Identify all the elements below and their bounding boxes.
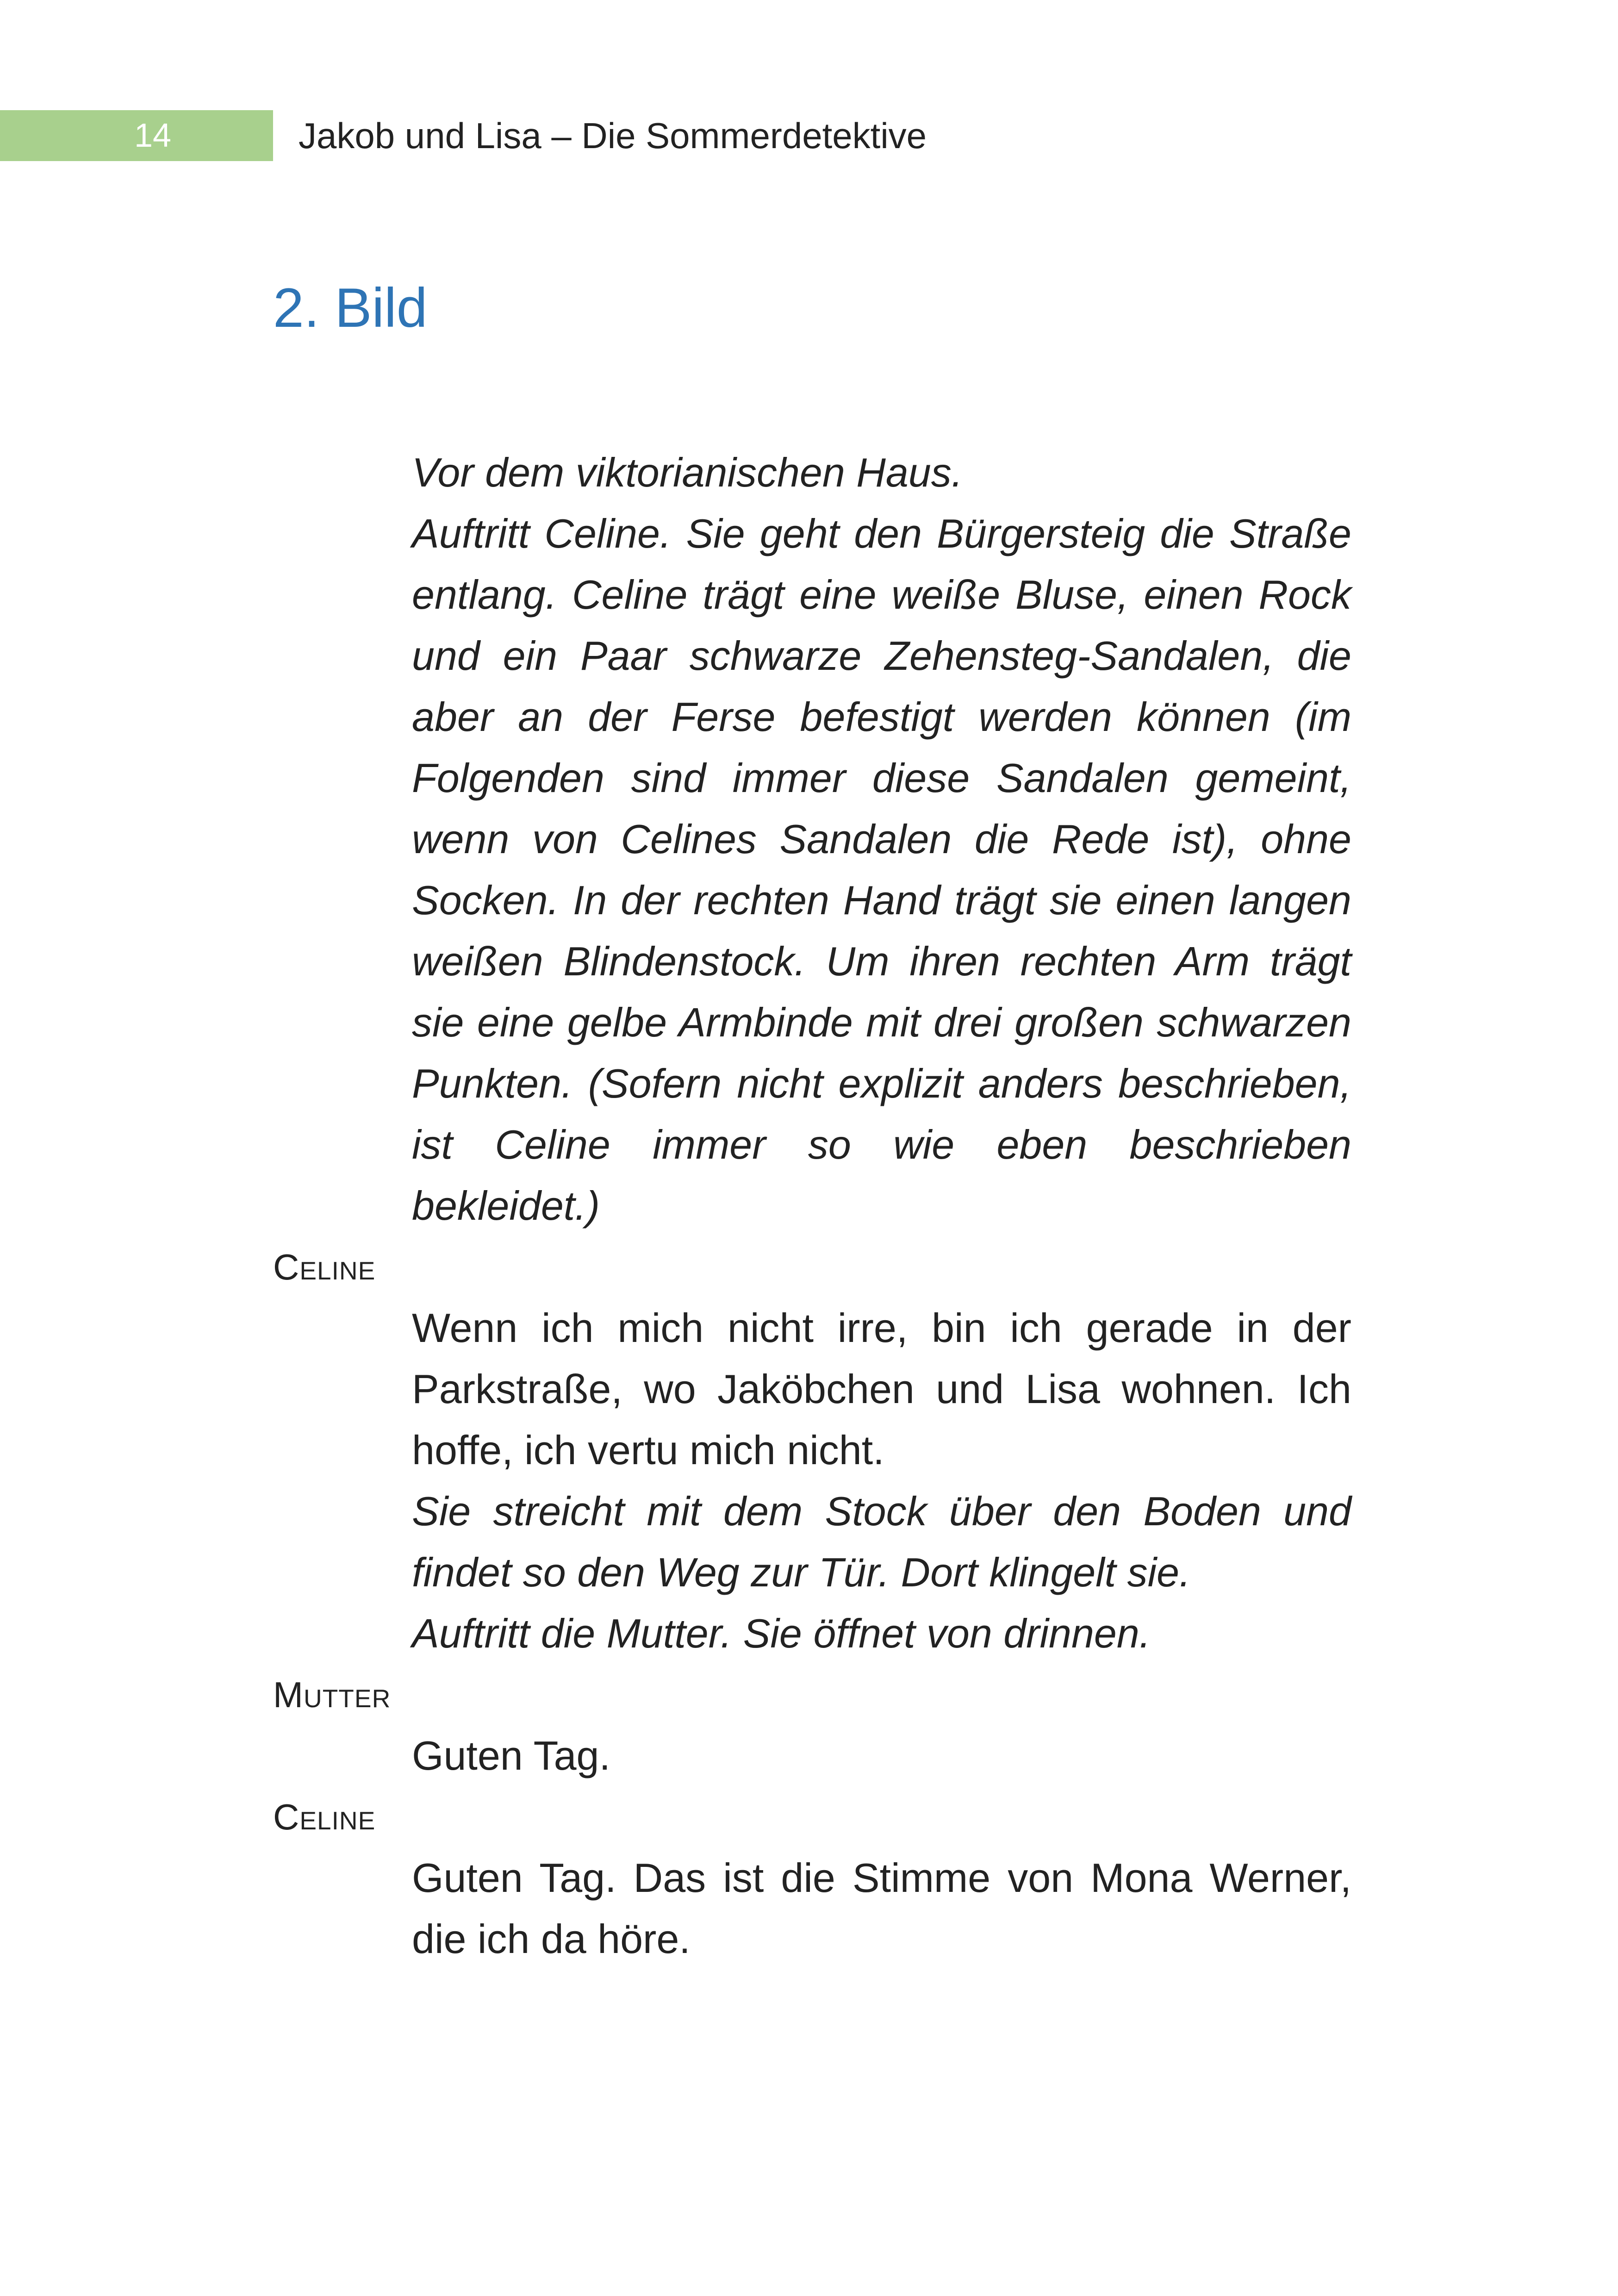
stage-direction: Sie streicht mit dem Stock über den Boden und findet so den Weg zur Tür. Dort klingelt sie.: [412, 1488, 1351, 1595]
stage-direction: Vor dem viktorianischen Haus.: [412, 449, 963, 495]
dialogue-line: Guten Tag.: [412, 1733, 610, 1778]
dialogue-line: Wenn ich mich nicht irre, bin ich gerade in der Parkstraße, wo Jaköbchen und Lisa wohnen. Ich hoffe, ich vertu mich nicht.: [412, 1305, 1351, 1473]
section-title: 2. Bild: [273, 277, 428, 339]
stage-direction: Auftritt die Mutter. Sie öffnet von drinnen.: [412, 1610, 1151, 1656]
stage-direction: Auftritt Celine. Sie geht den Bürgersteig die Straße entlang. Celine trägt eine weiße Bluse, einen Rock und ein Paar schwarze Zehensteg-Sandalen, die aber an der Ferse befestigt werden können (im Folgenden sind immer diese Sandalen gemeint, wenn von Celines Sandalen die Rede ist), ohne Socken. In der rechten Hand trägt sie einen langen weißen Blindenstock. Um ihren rechten Arm trägt sie eine gelbe Armbinde mit drei großen schwarzen Punkten. (Sofern nicht explizit anders beschrieben, ist Celine immer so wie eben beschrieben bekleidet.): [412, 511, 1351, 1229]
speaker-name: Mutter: [273, 1674, 391, 1715]
speaker-name: Celine: [273, 1247, 376, 1287]
dialogue-line: Guten Tag. Das ist die Stimme von Mona Werner, die ich da höre.: [412, 1855, 1351, 1962]
running-title: Jakob und Lisa – Die Sommerdetektive: [299, 115, 927, 156]
speaker-name: Celine: [273, 1797, 376, 1837]
page-number: 14: [134, 117, 172, 154]
script-body: [273, 442, 1351, 1970]
